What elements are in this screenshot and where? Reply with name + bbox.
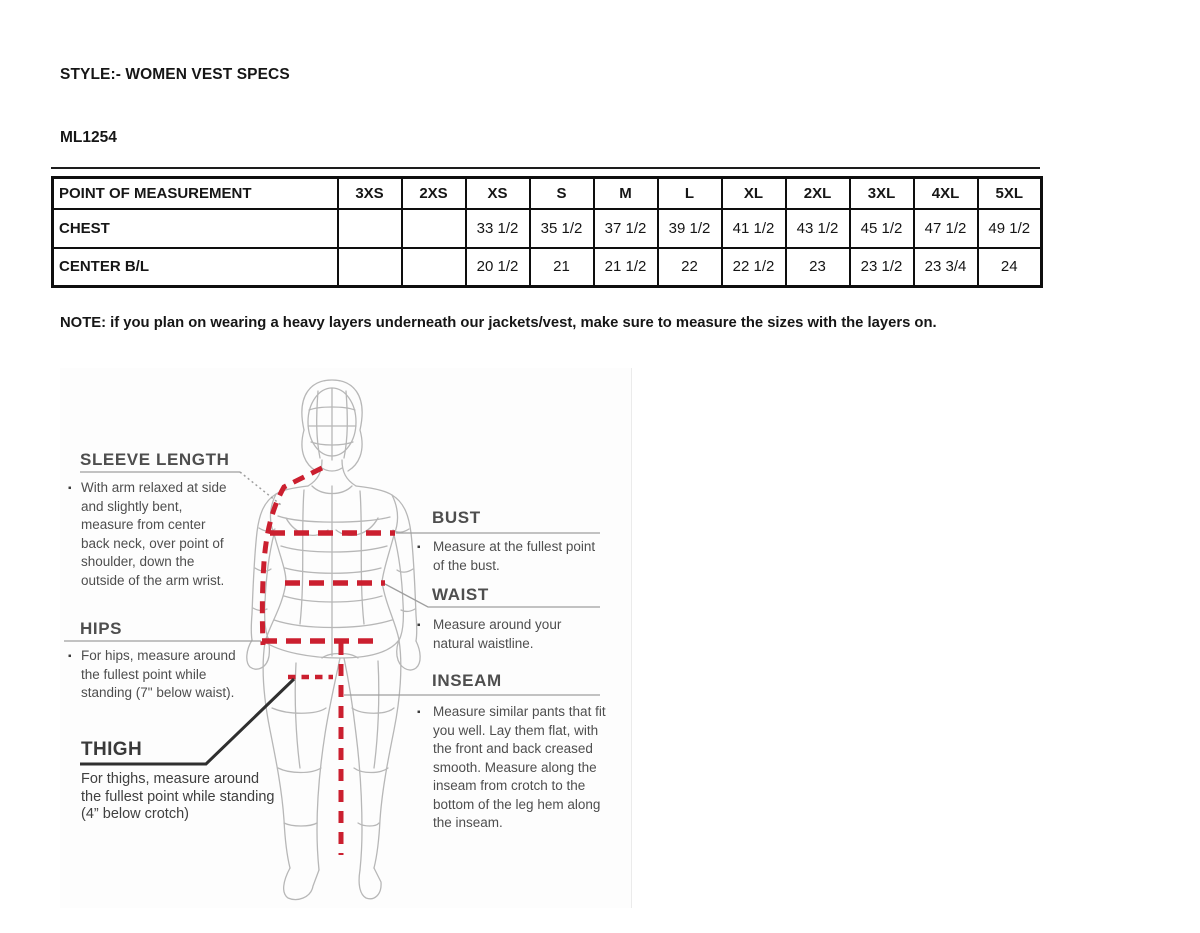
- col-size-3xs: 3XS: [338, 178, 402, 209]
- col-size-l: L: [658, 178, 722, 209]
- label-thigh: THIGH: [81, 739, 143, 760]
- col-point-of-measurement: POINT OF MEASUREMENT: [53, 178, 338, 209]
- label-inseam: INSEAM: [432, 671, 502, 690]
- bust-description: Measure at the fullest point of the bust.: [433, 539, 596, 573]
- col-size-5xl: 5XL: [978, 178, 1042, 209]
- size-value-cell: 21: [530, 248, 594, 287]
- size-value-cell: 45 1/2: [850, 209, 914, 248]
- col-size-xl: XL: [722, 178, 786, 209]
- size-value-cell: 39 1/2: [658, 209, 722, 248]
- label-waist: WAIST: [432, 585, 489, 604]
- inseam-description: Measure similar pants that fit you well. Lay them flat, with the front and back creased smooth. Measure along the inseam from crotch to the bottom of the leg hem along the inseam.: [433, 704, 606, 830]
- size-value-cell: [402, 248, 466, 287]
- size-value-cell: 33 1/2: [466, 209, 530, 248]
- size-value-cell: 43 1/2: [786, 209, 850, 248]
- waist-leader-line: [385, 584, 600, 607]
- style-code: ML1254: [60, 129, 117, 146]
- label-bust: BUST: [432, 508, 481, 527]
- size-value-cell: 21 1/2: [594, 248, 658, 287]
- size-value-cell: [338, 209, 402, 248]
- size-value-cell: 37 1/2: [594, 209, 658, 248]
- size-value-cell: 23: [786, 248, 850, 287]
- size-value-cell: 49 1/2: [978, 209, 1042, 248]
- size-value-cell: 24: [978, 248, 1042, 287]
- table-row: [53, 248, 1042, 287]
- sleeve-length-description: With arm relaxed at side and slightly bent, measure from center back neck, over point of shoulder, down the outside of the arm wrist.: [81, 480, 227, 588]
- size-value-cell: [338, 248, 402, 287]
- label-sleeve-length: SLEEVE LENGTH: [80, 450, 230, 469]
- size-spec-table: [51, 176, 1043, 288]
- bullet-icon: ▪: [68, 483, 72, 494]
- hips-description: For hips, measure around the fullest point while standing (7" below waist).: [81, 648, 236, 700]
- col-size-m: M: [594, 178, 658, 209]
- size-value-cell: [402, 209, 466, 248]
- size-value-cell: 22: [658, 248, 722, 287]
- row-label: CENTER B/L: [53, 248, 338, 287]
- waist-description: Measure around your natural waistline.: [433, 617, 562, 651]
- size-value-cell: 41 1/2: [722, 209, 786, 248]
- table-row: [53, 209, 1042, 248]
- sleeve-leader-line: [240, 472, 281, 505]
- table-top-rule: [51, 167, 1040, 169]
- col-size-3xl: 3XL: [850, 178, 914, 209]
- bullet-icon: ▪: [417, 542, 421, 553]
- sleeve-measure-line: [262, 468, 322, 645]
- size-value-cell: 23 3/4: [914, 248, 978, 287]
- size-table-header-row: [53, 178, 1042, 209]
- bullet-icon: ▪: [68, 651, 72, 662]
- note-text: NOTE: if you plan on wearing a heavy layers underneath our jackets/vest, make sure to measure the sizes with the layers on.: [60, 315, 937, 331]
- col-size-2xs: 2XS: [402, 178, 466, 209]
- col-size-s: S: [530, 178, 594, 209]
- thigh-description: For thighs, measure around the fullest point while standing (4” below crotch): [81, 771, 275, 822]
- col-size-4xl: 4XL: [914, 178, 978, 209]
- size-value-cell: 47 1/2: [914, 209, 978, 248]
- row-label: CHEST: [53, 209, 338, 248]
- bullet-icon: ▪: [417, 620, 421, 631]
- measurement-guide-diagram: [60, 368, 632, 908]
- bullet-icon: ▪: [417, 707, 421, 718]
- label-hips: HIPS: [80, 619, 123, 638]
- size-value-cell: 23 1/2: [850, 248, 914, 287]
- size-value-cell: 22 1/2: [722, 248, 786, 287]
- size-value-cell: 20 1/2: [466, 248, 530, 287]
- page-title: STYLE:- WOMEN VEST SPECS: [60, 66, 290, 83]
- size-value-cell: 35 1/2: [530, 209, 594, 248]
- col-size-2xl: 2XL: [786, 178, 850, 209]
- size-table-body: [53, 209, 1042, 287]
- col-size-xs: XS: [466, 178, 530, 209]
